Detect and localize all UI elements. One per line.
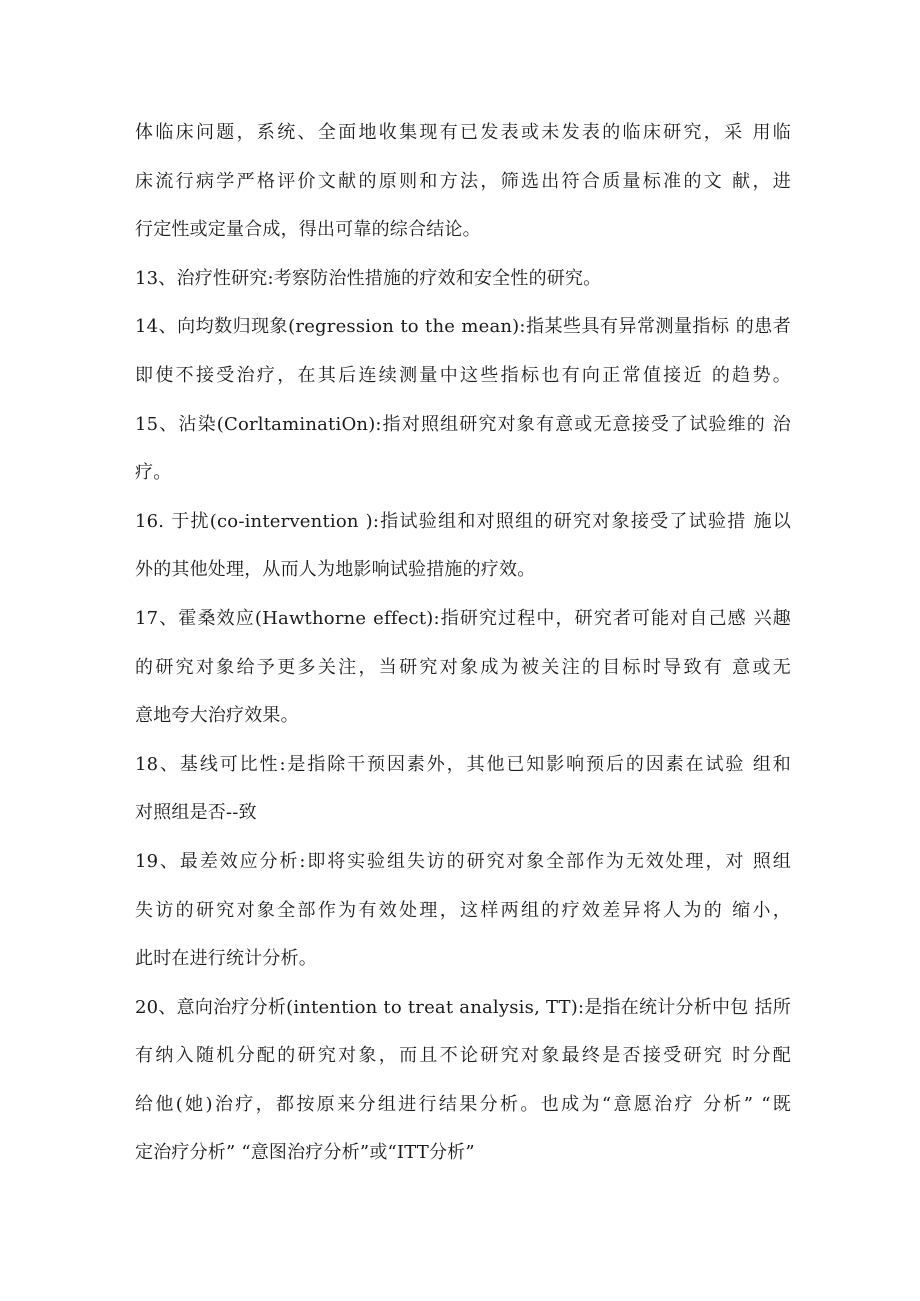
term-20-line-3: 给他(她)治疗，都按原来分组进行结果分析。也成为“意愿治疗 分析” “既: [135, 1093, 791, 1115]
term-20-line-1: 20、意向治疗分析(intention to treat analysis, TT):是指在统计分析中包 括所: [135, 996, 791, 1018]
term-17-line-1: 17、霍桑效应(Hawthorne effect):指研究过程中，研究者可能对自己感 兴趣: [135, 607, 791, 629]
term-18-line-1: 18、基线可比性:是指除干预因素外，其他已知影响预后的因素在试验 组和: [135, 753, 791, 775]
term-19-line-1: 19、最差效应分析:即将实验组失访的研究对象全部作为无效处理，对 照组: [135, 850, 791, 872]
term-20-line-2: 有纳入随机分配的研究对象，而且不论研究对象最终是否接受研究 时分配: [135, 1045, 791, 1067]
term-19-line-2: 失访的研究对象全部作为有效处理，这样两组的疗效差异将人为的 缩小，: [135, 899, 791, 921]
term-20-line-4: 定治疗分析” “意图治疗分析”或“ITT分析”: [135, 1142, 475, 1164]
text-line-2: 床流行病学严格评价文献的原则和方法，筛选出符合质量标准的文 献，进: [135, 170, 791, 192]
term-14-line-1: 14、向均数归现象(regression to the mean):指某些具有异常测量指标 的患者: [135, 316, 791, 338]
term-15-line-1: 15、沾染(CorltaminatiOn):指对照组研究对象有意或无意接受了试验维的 治: [135, 413, 791, 435]
term-16-line-2: 外的其他处理，从而人为地影响试验措施的疗效。: [135, 559, 536, 581]
term-13-line-1: 13、治疗性研究:考察防治性措施的疗效和安全性的研究。: [135, 267, 602, 289]
term-16-line-1: 16. 于扰(co-intervention ):指试验组和对照组的研究对象接受了试验措 施以: [135, 510, 791, 532]
term-17-line-3: 意地夸大治疗效果。: [135, 705, 299, 727]
term-19-line-3: 此时在进行统计分析。: [135, 948, 317, 970]
term-14-line-2: 即使不接受治疗，在其后连续测量中这些指标也有向正常值接近 的趋势。: [135, 364, 791, 386]
term-17-line-2: 的研究对象给予更多关注，当研究对象成为被关注的目标时导致有 意或无: [135, 656, 791, 678]
document-body: [135, 109, 791, 1178]
term-15-line-2: 疗。: [135, 462, 172, 484]
term-18-line-2: 对照组是否--致: [135, 802, 257, 824]
text-line-1: 体临床问题，系统、全面地收集现有已发表或未发表的临床研究，采 用临: [135, 122, 791, 143]
text-line-3: 行定性或定量合成，得出可靠的综合结论。: [135, 219, 481, 241]
